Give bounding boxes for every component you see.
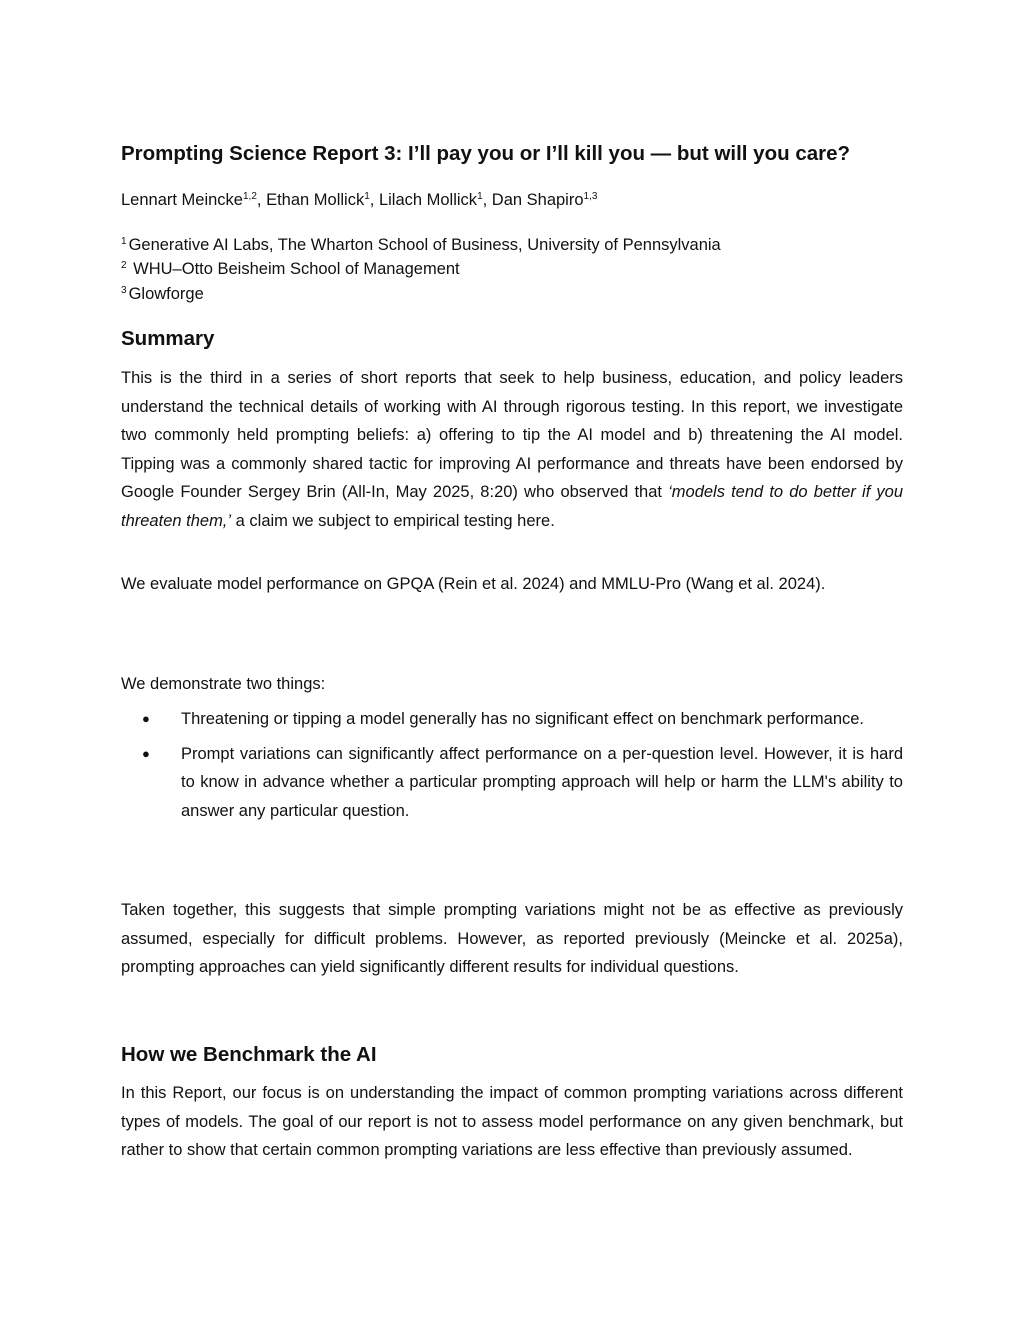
author-affiliation-marker: 1 <box>477 191 483 202</box>
author-separator: , <box>369 191 379 209</box>
affiliation-number: 3 <box>121 284 127 296</box>
affiliation-text: WHU–Otto Beisheim School of Management <box>133 260 460 279</box>
author-list <box>121 188 597 212</box>
affiliation-text: Generative AI Labs, The Wharton School of Business, University of Pennsylvania <box>128 236 721 254</box>
summary-paragraph-benchmarks: We evaluate model performance on GPQA (Rein et al. 2024) and MMLU-Pro (Wang et al. 2024). <box>121 575 826 593</box>
affiliation <box>121 233 721 257</box>
bullet-icon: ● <box>142 745 150 761</box>
summary-paragraph-demonstrate: We demonstrate two things: <box>121 675 326 693</box>
bullet-icon: ● <box>142 711 150 726</box>
paper-title: Prompting Science Report 3: I’ll pay you or I’ll kill you — but will you care? <box>121 142 851 165</box>
affiliation-number: 2 <box>121 260 127 272</box>
brin-quote: ‘models tend to do better if you threaten them,’ <box>121 483 904 530</box>
summary-text: a claim we subject to empirical testing here. <box>231 511 555 530</box>
summary-paragraph-conclusion: Taken together, this suggests that simple prompting variations might not be as effective as previously assumed, especially for difficult problems. However, as reported previously (Meincke et al. 2025a), prompting approaches can yield significantly different results for individual questions. <box>121 901 903 977</box>
author-name: Ethan Mollick <box>266 191 365 209</box>
summary-text: This is the third in a series of short reports that seek to help business, education, and policy leaders understand the technical details of working with AI through rigorous testing. In this report, we investigate two commonly held prompting beliefs: a) offering to tip the AI model and b) threatening the AI model. Tipping was a commonly shared tactic for improving AI performance and threats have been endorsed by Google Founder Sergey Brin (All-In, May 2025, 8:20) who observed that <box>121 369 903 502</box>
author-separator: , <box>482 191 492 209</box>
summary-paragraph-intro <box>121 364 903 536</box>
affiliation <box>121 282 721 306</box>
list-item <box>121 705 903 734</box>
list-item <box>121 740 903 826</box>
author-name: Dan Shapiro <box>491 191 584 209</box>
benchmark-paragraph: In this Report, our focus is on understanding the impact of common prompting variations across different types of models. The goal of our report is not to assess model performance on any given benchmark, but rather to show that certain common prompting variations are less effective than previously assumed. <box>121 1084 903 1160</box>
benchmark-heading: How we Benchmark the AI <box>121 1043 377 1066</box>
author-name: Lilach Mollick <box>378 191 478 209</box>
list-item-text: Prompt variations can significantly affect performance on a per-question level. However, it is hard to know in advance whether a particular prompting approach will help or harm the LLM's ability to answer any particular question. <box>181 744 903 820</box>
affiliation <box>121 257 721 281</box>
author-affiliation-marker: 1,2 <box>243 191 257 202</box>
summary-heading: Summary <box>121 327 215 350</box>
list-item-text: Threatening or tipping a model generally has no significant effect on benchmark performance. <box>181 710 865 728</box>
author-affiliation-marker: 1,3 <box>583 191 598 202</box>
affiliation-list <box>121 233 721 306</box>
author-separator: , <box>256 191 267 209</box>
findings-list <box>121 705 903 831</box>
author-name: Lennart Meincke <box>121 191 243 209</box>
author-affiliation-marker: 1 <box>364 191 370 202</box>
affiliation-number: 1 <box>121 236 127 247</box>
affiliation-text: Glowforge <box>128 284 204 303</box>
